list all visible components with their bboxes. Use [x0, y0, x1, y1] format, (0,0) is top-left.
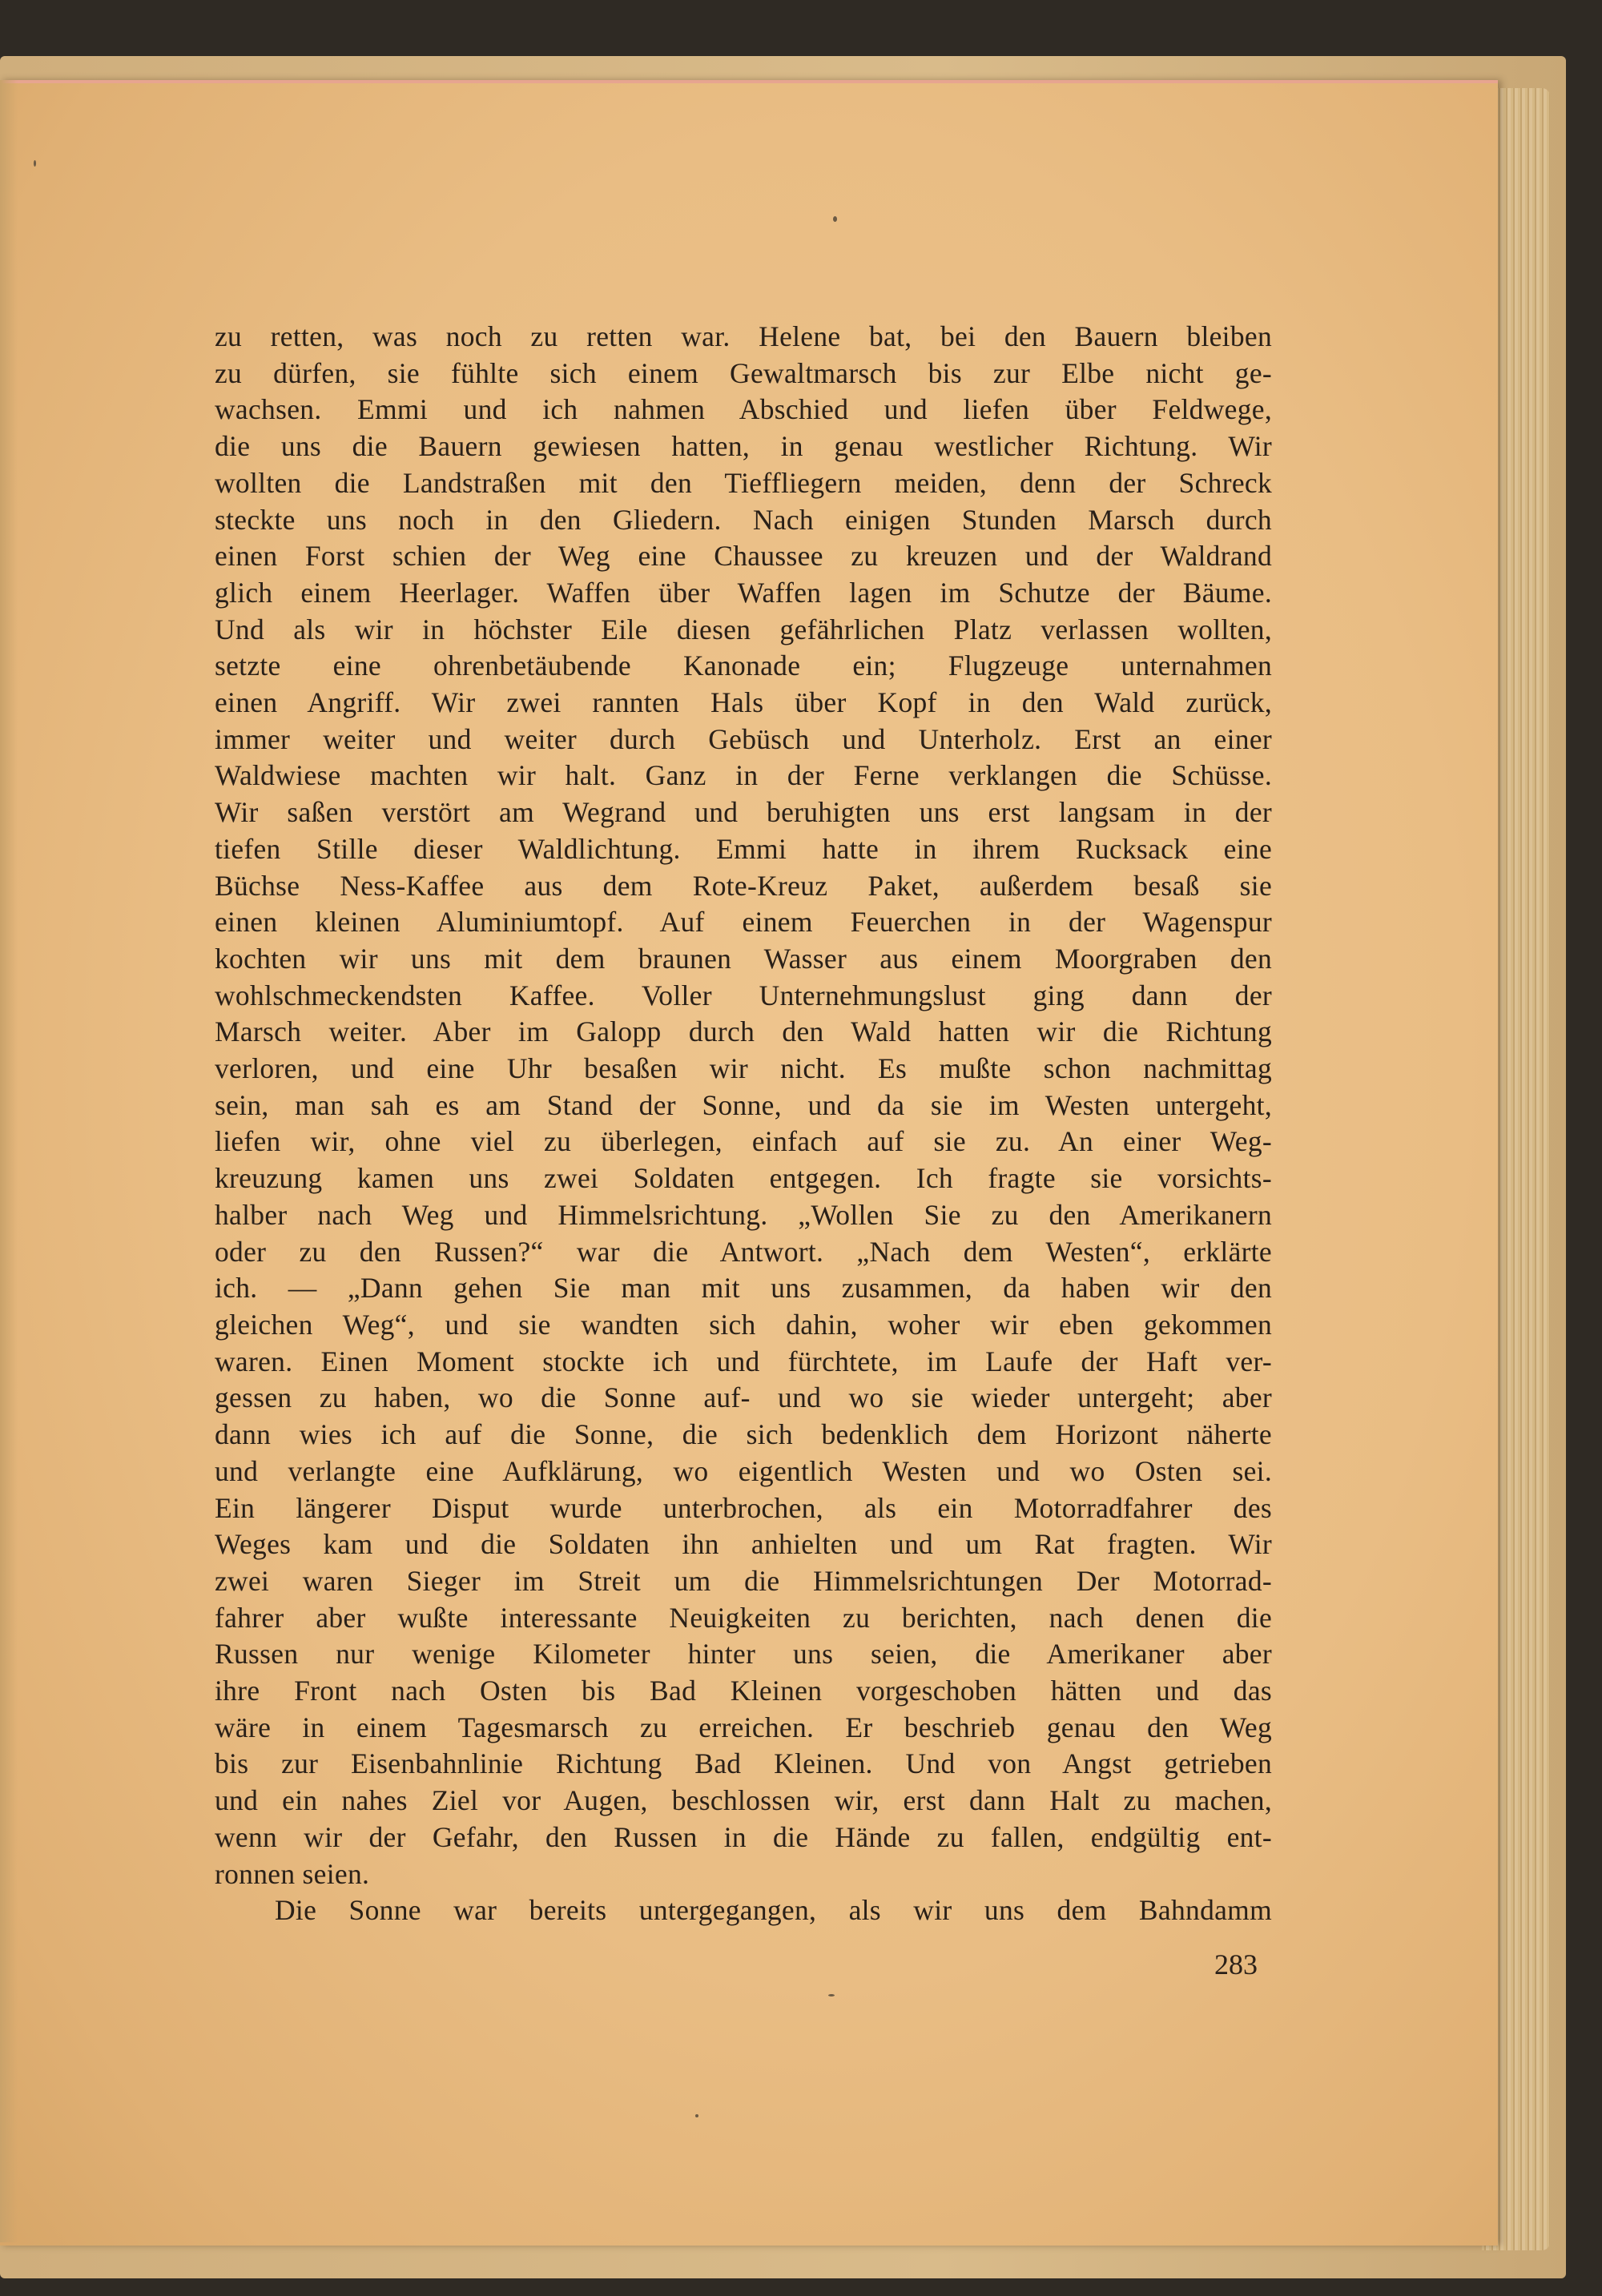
- text-line: wachsen. Emmi und ich nahmen Abschied und liefen über Feldwege,: [215, 393, 1272, 426]
- text-line: Waldwiese machten wir halt. Ganz in der Ferne verklangen die Schüsse.: [215, 759, 1272, 792]
- text-line: ronnen seien.: [215, 1857, 370, 1890]
- page-number: 283: [1214, 1948, 1258, 1980]
- text-line: einen Forst schien der Weg eine Chaussee zu kreuzen und der Waldrand: [215, 540, 1272, 573]
- text-line: Russen nur wenige Kilometer hinter uns seien, die Amerikaner aber: [215, 1638, 1272, 1671]
- text-line: setzte eine ohrenbetäubende Kanonade ein; Flugzeuge unternahmen: [215, 649, 1272, 682]
- text-line: kochten wir uns mit dem braunen Wasser aus einem Moorgraben den: [215, 942, 1272, 975]
- text-line: und ein nahes Ziel vor Augen, beschlossen wir, erst dann Halt zu machen,: [215, 1784, 1272, 1817]
- text-line: Und als wir in höchster Eile diesen gefährlichen Platz verlassen wollten,: [215, 613, 1272, 645]
- text-line: verloren, und eine Uhr besaßen wir nicht. Es mußte schon nachmittag: [215, 1052, 1272, 1085]
- paper-speck: [34, 160, 36, 167]
- text-line: glich einem Heerlager. Waffen über Waffen lagen im Schutze der Bäume.: [215, 576, 1272, 609]
- text-line: waren. Einen Moment stockte ich und fürchtete, im Laufe der Haft ver-: [215, 1345, 1272, 1377]
- text-line: gleichen Weg“, und sie wandten sich dahin, woher wir eben gekommen: [215, 1308, 1272, 1341]
- text-line: steckte uns noch in den Gliedern. Nach einigen Stunden Marsch durch: [215, 503, 1272, 536]
- text-line: dann wies ich auf die Sonne, die sich bedenklich dem Horizont näherte: [215, 1418, 1272, 1451]
- text-line: Ein längerer Disput wurde unterbrochen, als ein Motorradfahrer des: [215, 1491, 1272, 1524]
- text-line: einen kleinen Aluminiumtopf. Auf einem Feuerchen in der Wagenspur: [215, 906, 1272, 939]
- text-line: zu dürfen, sie fühlte sich einem Gewaltmarsch bis zur Elbe nicht ge-: [215, 356, 1272, 389]
- text-line: wäre in einem Tagesmarsch zu erreichen. Er beschrieb genau den Weg: [215, 1711, 1272, 1743]
- text-line: liefen wir, ohne viel zu überlegen, einfach auf sie zu. An einer Weg-: [215, 1125, 1272, 1158]
- paragraph-first-line: Die Sonne war bereits untergegangen, als wir uns dem Bahndamm: [275, 1894, 1272, 1927]
- text-line: zwei waren Sieger im Streit um die Himmelsrichtungen Der Motorrad-: [215, 1564, 1272, 1597]
- text-line: sein, man sah es am Stand der Sonne, und da sie im Westen untergeht,: [215, 1088, 1272, 1121]
- text-line: immer weiter und weiter durch Gebüsch und Unterholz. Erst an einer: [215, 722, 1272, 755]
- text-line: bis zur Eisenbahnlinie Richtung Bad Kleinen. Und von Angst getrieben: [215, 1747, 1272, 1780]
- text-line: die uns die Bauern gewiesen hatten, in genau westlicher Richtung. Wir: [215, 430, 1272, 463]
- text-line: Büchse Ness-Kaffee aus dem Rote-Kreuz Paket, außerdem besaß sie: [215, 869, 1272, 902]
- page-gutter-shadow: [0, 80, 18, 2242]
- text-line: wohlschmeckendsten Kaffee. Voller Unternehmungslust ging dann der: [215, 979, 1272, 1011]
- text-line: Weges kam und die Soldaten ihn anhielten und um Rat fragten. Wir: [215, 1528, 1272, 1561]
- text-line: wenn wir der Gefahr, den Russen in die Hände zu fallen, endgültig ent-: [215, 1820, 1272, 1853]
- text-line: tiefen Stille dieser Waldlichtung. Emmi hatte in ihrem Rucksack eine: [215, 832, 1272, 865]
- text-line: wollten die Landstraßen mit den Tieffliegern meiden, denn der Schreck: [215, 466, 1272, 499]
- text-line: ich. — „Dann gehen Sie man mit uns zusammen, da haben wir den: [215, 1272, 1272, 1305]
- text-line: einen Angriff. Wir zwei rannten Hals über Kopf in den Wald zurück,: [215, 686, 1272, 719]
- text-line: Marsch weiter. Aber im Galopp durch den Wald hatten wir die Richtung: [215, 1015, 1272, 1048]
- paper-speck: [828, 1994, 835, 1996]
- text-line: Wir saßen verstört am Wegrand und beruhigten uns erst langsam in der: [215, 796, 1272, 829]
- paper-speck: [695, 2114, 698, 2117]
- text-line: ihre Front nach Osten bis Bad Kleinen vorgeschoben hätten und das: [215, 1675, 1272, 1707]
- paper-speck: [833, 216, 837, 222]
- text-line: und verlangte eine Aufklärung, wo eigentlich Westen und wo Osten sei.: [215, 1454, 1272, 1487]
- body-text: [215, 319, 1272, 1929]
- text-line: kreuzung kamen uns zwei Soldaten entgegen. Ich fragte sie vorsichts-: [215, 1162, 1272, 1195]
- text-line: zu retten, was noch zu retten war. Helene bat, bei den Bauern bleiben: [215, 320, 1272, 352]
- text-line: halber nach Weg und Himmelsrichtung. „Wollen Sie zu den Amerikanern: [215, 1198, 1272, 1231]
- text-line: oder zu den Russen?“ war die Antwort. „Nach dem Westen“, erklärte: [215, 1235, 1272, 1268]
- text-line: gessen zu haben, wo die Sonne auf- und wo sie wieder untergeht; aber: [215, 1381, 1272, 1414]
- text-line: fahrer aber wußte interessante Neuigkeiten zu berichten, nach denen die: [215, 1601, 1272, 1634]
